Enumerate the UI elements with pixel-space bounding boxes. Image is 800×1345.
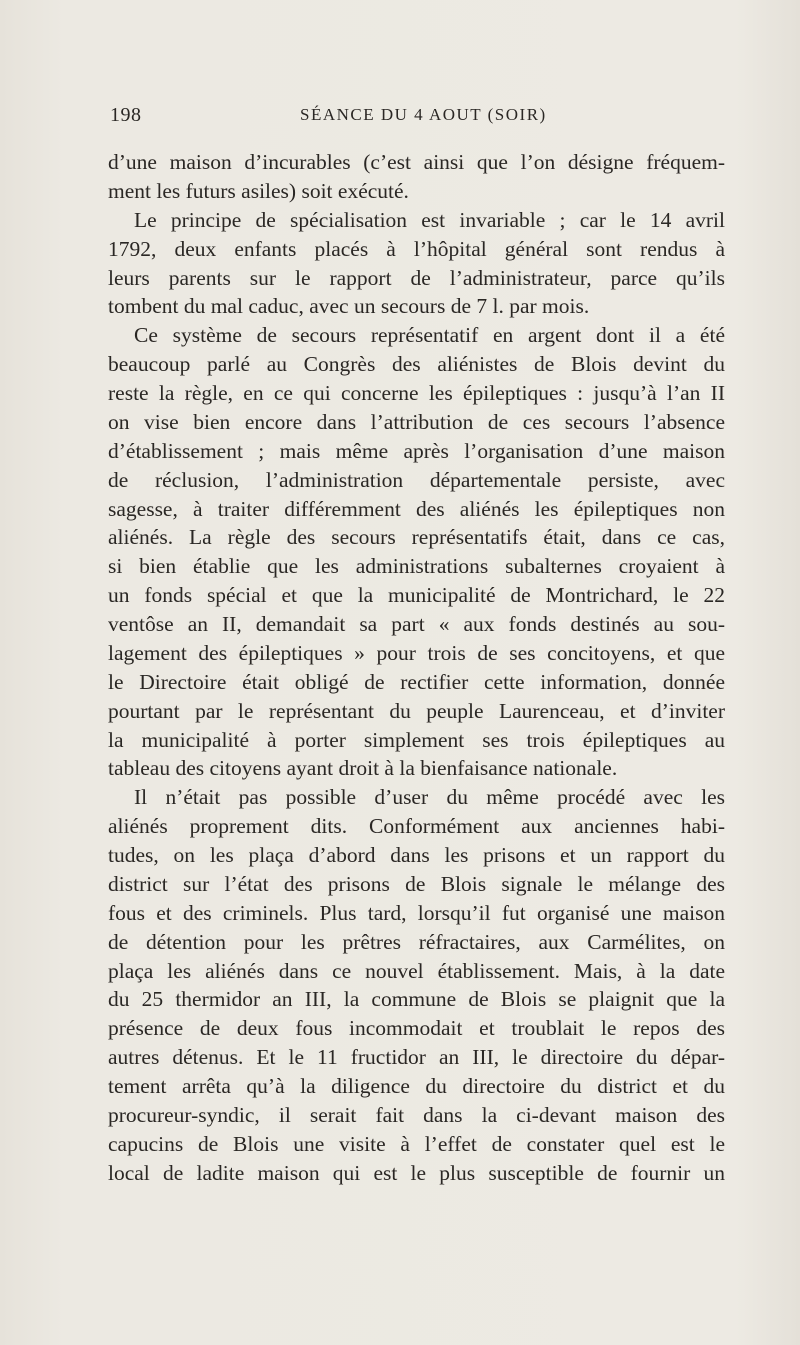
text-line: pourtant par le représentant du peuple Laurenceau, et d’inviter xyxy=(108,698,725,723)
text-line: de réclusion, l’administration départementale persiste, avec xyxy=(108,467,725,492)
text-line: Il n’était pas possible d’user du même procédé avec les xyxy=(134,785,725,810)
page-number: 198 xyxy=(110,104,142,126)
text-line: tudes, on les plaça d’abord dans les prisons et un rapport du xyxy=(108,843,725,867)
text-line: d’établissement ; mais même après l’organisation d’une maison xyxy=(108,438,725,463)
text-line: fous et des criminels. Plus tard, lorsqu’il fut organisé une maison xyxy=(108,900,725,925)
text-line: district sur l’état des prisons de Blois signale le mélange des xyxy=(108,871,725,896)
text-line: lagement des épileptiques » pour trois de ses concitoyens, et que xyxy=(108,640,725,665)
text-line: procureur-syndic, il serait fait dans la ci-devant maison des xyxy=(108,1102,725,1127)
text-line: plaça les aliénés dans ce nouvel établissement. Mais, à la date xyxy=(108,958,725,983)
page-header xyxy=(110,104,730,134)
text-line: aliénés. La règle des secours représentatifs était, dans ce cas, xyxy=(108,525,725,550)
body-text xyxy=(108,148,725,1188)
text-line: reste la règle, en ce qui concerne les épileptiques : jusqu’à l’an II xyxy=(108,381,725,405)
text-line: tableau des citoyens ayant droit à la bienfaisance nationale. xyxy=(108,756,618,781)
text-line: d’une maison d’incurables (c’est ainsi que l’on désigne fréquem- xyxy=(108,150,725,174)
text-line: si bien établie que les administrations subalternes croyaient à xyxy=(108,554,725,579)
text-line: présence de deux fous incommodait et troublait le repos des xyxy=(108,1016,725,1041)
text-line: de détention pour les prêtres réfractaires, aux Carmélites, on xyxy=(108,929,725,954)
text-line: local de ladite maison qui est le plus susceptible de fournir un xyxy=(108,1160,725,1185)
text-line: capucins de Blois une visite à l’effet de constater quel est le xyxy=(108,1131,725,1156)
text-line: on vise bien encore dans l’attribution de ces secours l’absence xyxy=(108,409,725,434)
text-line: Ce système de secours représentatif en argent dont il a été xyxy=(134,323,725,348)
text-line: du 25 thermidor an III, la commune de Blois se plaignit que la xyxy=(108,987,725,1012)
text-line: autres détenus. Et le 11 fructidor an III, le directoire du dépar- xyxy=(108,1045,725,1070)
text-line: le Directoire était obligé de rectifier cette information, donnée xyxy=(108,669,725,694)
text-line: beaucoup parlé au Congrès des aliénistes de Blois devint du xyxy=(108,352,725,377)
text-line: Le principe de spécialisation est invariable ; car le 14 avril xyxy=(134,207,725,232)
running-head: SÉANCE DU 4 AOUT (SOIR) xyxy=(300,105,547,124)
text-line: sagesse, à traiter différemment des aliénés les épileptiques non xyxy=(108,496,725,521)
text-line: tombent du mal caduc, avec un secours de 7 l. par mois. xyxy=(108,294,590,319)
text-line: tement arrêta qu’à la diligence du directoire du district et du xyxy=(108,1074,725,1098)
text-line: ment les futurs asiles) soit exécuté. xyxy=(108,178,409,203)
text-line: leurs parents sur le rapport de l’administrateur, parce qu’ils xyxy=(108,265,725,290)
text-line: ventôse an II, demandait sa part « aux fonds destinés au sou- xyxy=(108,612,725,636)
text-line: la municipalité à porter simplement ses trois épileptiques au xyxy=(108,727,725,752)
text-line: aliénés proprement dits. Conformément aux anciennes habi- xyxy=(108,814,725,839)
text-line: 1792, deux enfants placés à l’hôpital général sont rendus à xyxy=(108,236,725,261)
text-line: un fonds spécial et que la municipalité de Montrichard, le 22 xyxy=(108,583,725,608)
